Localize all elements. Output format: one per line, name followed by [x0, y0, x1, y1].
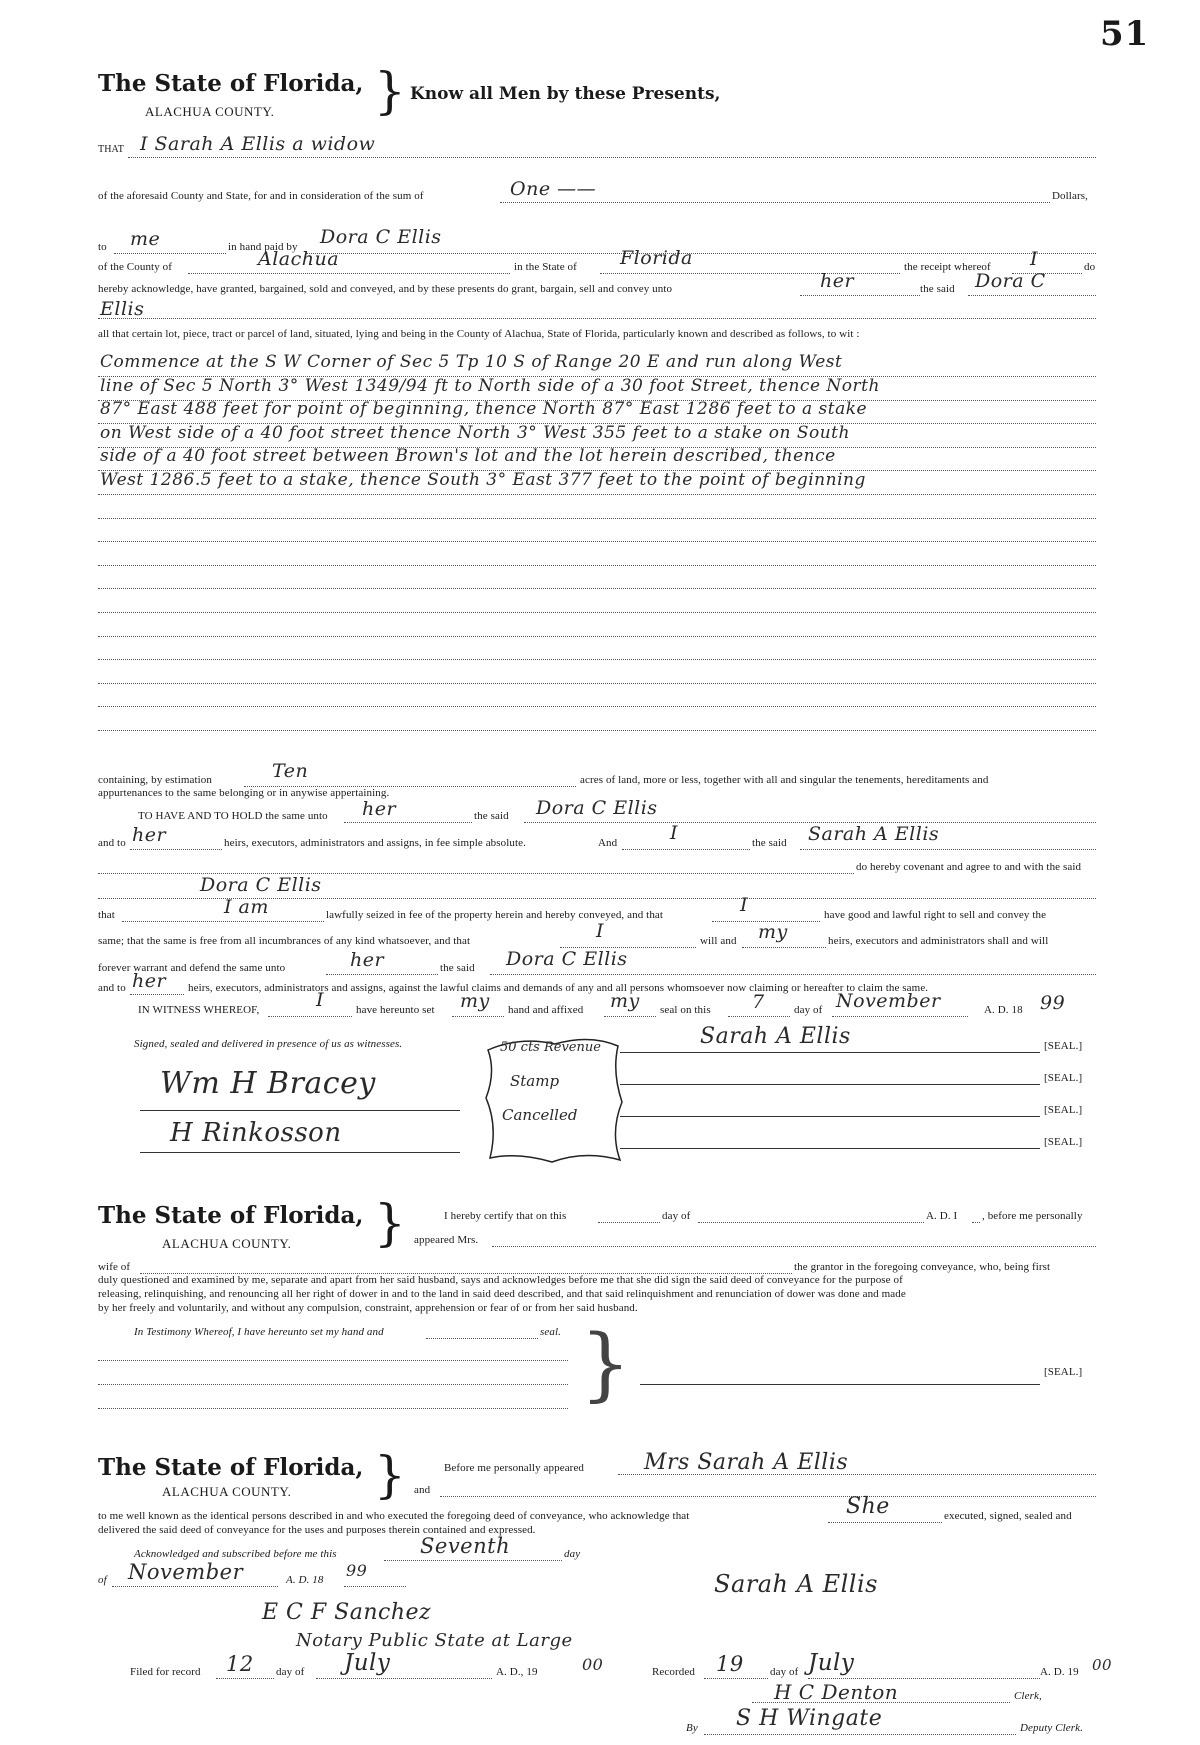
paid-to-handwriting: me	[130, 228, 161, 250]
filed-year: 00	[582, 1655, 604, 1674]
ack-appeared-handwriting: Mrs Sarah A Ellis	[644, 1450, 849, 1475]
witness-day: 7	[752, 991, 765, 1013]
description-rule	[98, 636, 1096, 637]
description-rule	[98, 518, 1096, 519]
recorded-month: July	[808, 1650, 855, 1676]
stamp-line-2: Stamp	[510, 1072, 560, 1090]
description-line: line of Sec 5 North 3° West 1349/94 ft to North side of a 30 foot Street, thence North	[100, 375, 880, 396]
grantor-handwriting: I Sarah A Ellis a widow	[140, 133, 376, 155]
dollars-label: Dollars,	[1052, 190, 1088, 202]
consideration-amount: One ——	[510, 178, 597, 200]
witness-2-signature: H Rinkosson	[170, 1118, 342, 1148]
heading-brace: }	[374, 62, 406, 120]
page-number: 51	[1100, 14, 1150, 54]
description-line: side of a 40 foot street between Brown's lot and the lot herein described, thence	[100, 446, 836, 467]
paid-by-handwriting: Dora C Ellis	[320, 226, 442, 248]
deputy-signature: S H Wingate	[736, 1706, 883, 1731]
ack-month-handwriting: November	[128, 1560, 244, 1584]
grantor-signature: Sarah A Ellis	[700, 1024, 851, 1049]
county-heading: ALACHUA COUNTY.	[145, 104, 275, 119]
description-rule	[98, 730, 1096, 731]
acreage-handwriting: Ten	[272, 760, 309, 782]
description-rule	[98, 612, 1096, 613]
filed-day: 12	[226, 1652, 254, 1676]
clerk-signature: H C Denton	[774, 1680, 899, 1704]
description-line: Commence at the S W Corner of Sec 5 Tp 10 S of Range 20 E and run along West	[100, 352, 843, 372]
description-rule	[98, 541, 1096, 542]
that-label: THAT	[98, 144, 124, 155]
state-heading: The State of Florida,	[98, 70, 364, 97]
dower-state-heading: The State of Florida,	[98, 1202, 364, 1229]
description-line: 87° East 488 feet for point of beginning, thence North 87° East 1286 feet to a stake	[100, 399, 868, 420]
ack-grantor-signature: Sarah A Ellis	[714, 1570, 878, 1598]
state-handwriting: Florida	[620, 247, 693, 269]
notary-signature: E C F Sanchez	[262, 1600, 432, 1625]
ack-day-handwriting: Seventh	[420, 1534, 511, 1558]
witness-1-signature: Wm H Bracey	[160, 1066, 376, 1101]
deed-page: 51 The State of Florida, ALACHUA COUNTY. } Know all Men by these Presents, THAT I Sarah A Ellis a widow of the aforesaid County and State, for and in consideration of the sum of One —— Dollars, to me in hand paid by Dora C Ellis of the County of Alachua in the State of Florida the receipt whereof I do hereby acknowledge, have granted, bargained, sold and conveyed, and by these presents do grant, bargain, sell and convey unto her the said Dora C Ellis all that certain lot, piece, tract or parcel of land, situated, lying and being in the County of Alachua, State of Florida, particularly known and described as follows, to wit : Commence at the S W Corner of Sec 5 Tp 10 S of Range 20 E and run along West line of Sec 5 North 3° West 1349/94 ft to North side of a 30 foot Street, thence North 87° East 488 feet for point of beginning, thence North 87° East 1286 feet to a stake on West side of a 40 foot street thence North 3° West 355 feet to a stake on South side of a 40 foot street between Brown's lot and the lot herein described, thence West 1286.5 feet to a stake, thence South 3° East 377 feet to the point of beginning containing, by estimation Ten acres of land, more or less, together with all and singular the tenements, hereditaments and appurtenances to the same belonging or in anywise appertaining. TO HAVE AND TO HOLD the same unto her the said Dora C Ellis and to her heirs, executors, administrators and assigns, in fee simple absolute. And I the said Sarah A Ellis do hereby covenant and agree to and with the said Dora C Ellis that I am lawfully seized in fee of the property herein and hereby conveyed, and that I have good and lawful right to sell and convey the same; that the same is free from all incumbrances of any kind whatsoever, and that I will and my heirs, executors and administrators shall and will forever warrant and defend the same unto her the said Dora C Ellis and to her heirs, executors, administrators and assigns, against the lawful claims and demands of any and all persons whomsoever now claiming or hereafter to claim the same. IN WITNESS WHEREOF, I have hereunto set my hand and affixed my seal on this 7 day of November A. D. 18 99 Signed, sealed and delivered in presence of us as witnesses. Sarah A Ellis [SEAL.] [SEAL.] [SEAL.] [SEAL.] Wm H Bracey H Rinkosson 50 cts Revenue Stamp Cancelled The State of Florida, ALACHUA COUNTY. } I hereby certify that on this day of A. D. I , before me personally appeared Mrs. wife of the grantor in the foregoing conveyance, who, being first duly questioned and examined by me, separate and apart from her said husband, says and acknowledges before me that she did sign the said deed of conveyance for the purpose of releasing, relinquishing, and renouncing all her right of dower in and to the land in said deed described, and that said relinquishment and renunciation of dower was done and made by her freely and voluntarily, and without any compulsion, constraint, apprehension or fear of or from her said husband. In Testimony Whereof, I have hereunto set my hand and seal. } [SEAL.] The State of Florida, ALACHUA COUNTY. } Before me personally appeared Mrs Sarah A Ellis and to me well known as the identical persons described in and who executed the foregoing deed of conveyance, who acknowledge that She executed, signed, sealed and delivered the said deed of conveyance for the uses and purposes therein contained and expressed. Acknowledged and subscribed before me this Seventh day of November A. D. 18 99 Sarah A Ellis E C F Sanchez Notary Public State at Large Filed for record 12 day of July A. D., 19 00 Recorded 19 day of July A. D. 19 00 H C Denton Clerk, By S H Wingate Deputy Clerk.	[98, 14, 1150, 1734]
recorded-year: 00	[1092, 1656, 1113, 1674]
description-rule	[98, 494, 1096, 495]
stamp-line-1: 50 cts Revenue	[500, 1040, 601, 1055]
description-rule	[98, 659, 1096, 660]
know-all-heading: Know all Men by these Presents,	[410, 84, 721, 104]
description-rule	[98, 683, 1096, 684]
county-handwriting: Alachua	[258, 248, 340, 270]
ack-state-heading: The State of Florida,	[98, 1454, 364, 1481]
consideration-label: of the aforesaid County and State, for and in consideration of the sum of	[98, 190, 424, 202]
recorded-day: 19	[716, 1652, 744, 1676]
filed-month: July	[344, 1650, 391, 1676]
witness-year: 99	[1040, 992, 1066, 1014]
description-line: West 1286.5 feet to a stake, thence South 3° East 377 feet to the point of beginning	[100, 470, 866, 490]
lot-intro: all that certain lot, piece, tract or parcel of land, situated, lying and being in the County of Alachua, State of Florida, particularly known and described as follows, to wit :	[98, 328, 860, 340]
signed-label: Signed, sealed and delivered in presence of us as witnesses.	[134, 1038, 403, 1050]
description-line: on West side of a 40 foot street thence North 3° West 355 feet to a stake on South	[100, 422, 850, 443]
stamp-line-3: Cancelled	[502, 1106, 578, 1124]
notary-title: Notary Public State at Large	[296, 1630, 573, 1651]
description-rule	[98, 565, 1096, 566]
witness-month: November	[836, 990, 941, 1012]
description-rule	[98, 588, 1096, 589]
description-rule	[98, 706, 1096, 707]
